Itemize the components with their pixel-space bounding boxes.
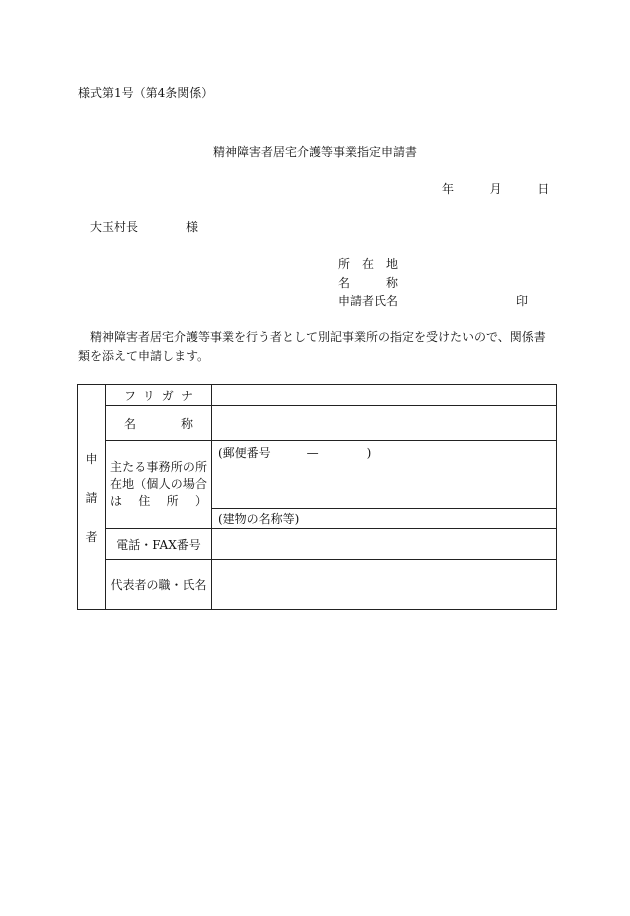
name-label-cell [106, 406, 212, 441]
furigana-label-cell [106, 385, 212, 406]
applicant-name-label: 名 称 [338, 276, 399, 290]
applicant-side-label [78, 385, 106, 610]
rep-input-cell[interactable] [212, 560, 557, 610]
rep-label-cell [106, 560, 212, 610]
date-month-label: 月 [489, 182, 502, 196]
addressee [90, 218, 198, 235]
furigana-label: フリガナ [124, 388, 193, 403]
side-char: 者 [85, 529, 98, 544]
building-label: (建物の名称等) [218, 512, 300, 526]
name-input-cell[interactable] [212, 406, 557, 441]
rep-label: 代表者の職・氏名 [110, 578, 207, 592]
side-char: 請 [85, 490, 98, 505]
building-cell[interactable] [212, 509, 557, 529]
addressee-honorific: 様 [186, 220, 199, 234]
name-label: 名称 [124, 416, 193, 431]
applicant-name-row [338, 274, 528, 291]
applicant-location-label: 所 在 地 [338, 257, 399, 271]
phone-label: 電話・FAX番号 [116, 537, 201, 552]
address-label-cell [106, 441, 212, 529]
address-label: 主たる事務所の所在地（個人の場合は住所） [110, 460, 207, 508]
addressee-name: 大玉村長 [90, 220, 139, 234]
applicant-person-label: 申請者氏名 [338, 294, 399, 308]
application-table [77, 384, 557, 610]
applicant-location-row [338, 255, 528, 272]
date-line [442, 180, 549, 197]
postal-cell[interactable] [212, 441, 557, 509]
furigana-input-cell[interactable] [212, 385, 557, 406]
postal-label: (郵便番号 — ) [218, 446, 372, 460]
date-year-label: 年 [442, 182, 455, 196]
phone-label-cell [106, 529, 212, 560]
applicant-person-row [338, 292, 528, 309]
seal-mark: 印 [515, 294, 528, 308]
phone-input-cell[interactable] [212, 529, 557, 560]
form-number: 様式第1号（第4条関係） [78, 86, 214, 100]
date-day-label: 日 [537, 182, 550, 196]
body-text: 精神障害者居宅介護等事業を行う者として別記事業所の指定を受けたいので、関係書類を添えて申請します。 [78, 330, 546, 363]
side-char: 申 [85, 451, 98, 466]
document-title: 精神障害者居宅介護等事業指定申請書 [212, 145, 417, 159]
